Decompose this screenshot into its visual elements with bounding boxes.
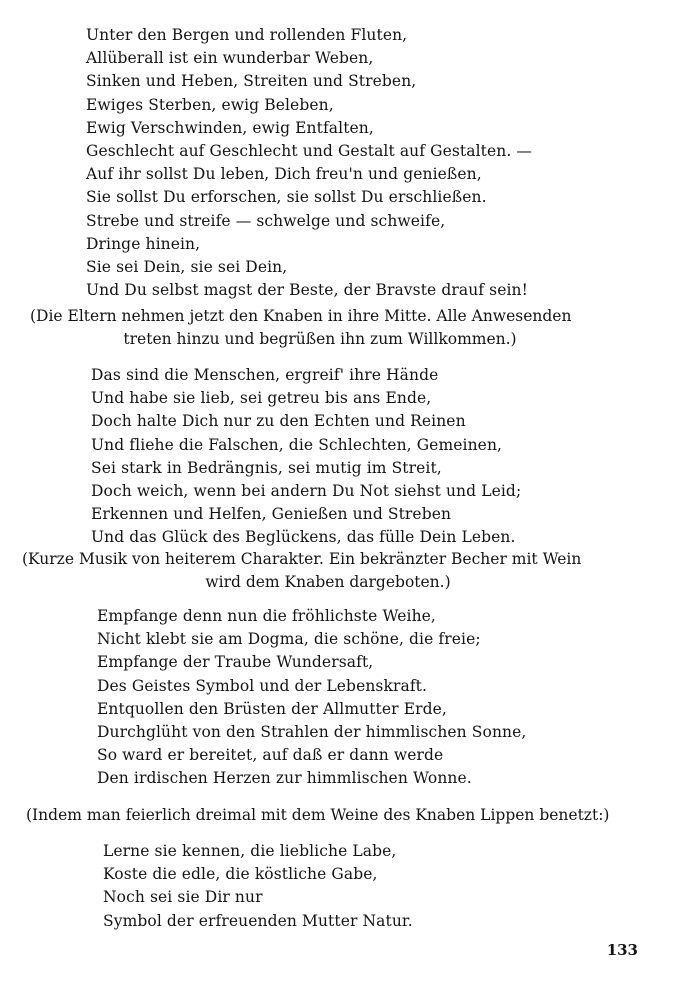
verse-line: Und das Glück des Beglückens, das fülle Dein Leben. xyxy=(91,528,516,547)
verse-line: Des Geistes Symbol und der Lebenskraft. xyxy=(97,676,428,695)
verse-line: Das sind die Menschen, ergreif' ihre Hände xyxy=(91,366,439,384)
verse-line: Doch halte Dich nur zu den Echten und Reinen xyxy=(91,412,466,431)
verse-line: Sie sollst Du erforschen, sie sollst Du erschließen. xyxy=(86,188,487,207)
verse-line: Ewiges Sterben, ewig Beleben, xyxy=(86,95,334,114)
verse-line: Strebe und streife — schwelge und schweife, xyxy=(86,211,446,230)
verse-line: Geschlecht auf Geschlecht und Gestalt auf Gestalten. — xyxy=(86,142,532,161)
verse-line: Und habe sie lieb, sei getreu bis ans Ende, xyxy=(91,389,432,408)
verse-line: Den irdischen Herzen zur himmlischen Wonne. xyxy=(97,769,472,788)
verse-line: Auf ihr sollst Du leben, Dich freu'n und genießen, xyxy=(86,165,482,184)
verse-line: Dringe hinein, xyxy=(86,234,201,253)
stage-direction-line: treten hinzu und begrüßen ihn zum Willkommen.) xyxy=(123,330,517,348)
verse-line: Sei stark in Bedrängnis, sei mutig im Streit, xyxy=(91,458,442,477)
page-number: 133 xyxy=(606,941,638,959)
stage-direction xyxy=(30,305,610,351)
verse-line: Empfange denn nun die fröhlichste Weihe, xyxy=(97,607,436,625)
stage-direction-line: (Kurze Musik von heiterem Charakter. Ein bekränzter Becher mit Wein xyxy=(22,550,582,568)
verse-line: Und fliehe die Falschen, die Schlechten, Gemeinen, xyxy=(91,435,503,454)
verse-line: Lerne sie kennen, die liebliche Labe, xyxy=(103,842,397,860)
verse-line: Entquollen den Brüsten der Allmutter Erde, xyxy=(97,699,447,718)
verse-line: Ewig Verschwinden, ewig Entfalten, xyxy=(86,118,374,137)
stage-direction-line: (Die Eltern nehmen jetzt den Knaben in ihre Mitte. Alle Anwesenden xyxy=(30,307,572,325)
stage-direction-line: (Indem man feierlich dreimal mit dem Weine des Knaben Lippen benetzt:) xyxy=(26,806,610,824)
verse-line: Koste die edle, die köstliche Gabe, xyxy=(103,865,378,884)
stage-direction-line: wird dem Knaben dargeboten.) xyxy=(205,573,451,591)
verse-stanza xyxy=(91,364,521,550)
verse-line: Empfange der Traube Wundersaft, xyxy=(97,653,374,672)
verse-line: Und Du selbst magst der Beste, der Bravste drauf sein! xyxy=(86,281,528,300)
verse-line: Unter den Bergen und rollenden Fluten, xyxy=(86,26,408,44)
verse-line: Sinken und Heben, Streiten und Streben, xyxy=(86,72,417,91)
verse-stanza xyxy=(97,605,526,791)
verse-line: Durchglüht von den Strahlen der himmlischen Sonne, xyxy=(97,723,527,742)
stage-direction xyxy=(22,548,634,594)
verse-stanza xyxy=(86,24,532,302)
verse-line: Symbol der erfreuenden Mutter Natur. xyxy=(103,911,413,930)
verse-line: Sie sei Dein, sie sei Dein, xyxy=(86,258,288,277)
verse-line: Noch sei sie Dir nur xyxy=(103,888,263,907)
verse-line: So ward er bereitet, auf daß er dann werde xyxy=(97,746,444,765)
verse-line: Nicht klebt sie am Dogma, die schöne, die freie; xyxy=(97,630,481,649)
verse-line: Erkennen und Helfen, Genießen und Streben xyxy=(91,505,452,524)
verse-stanza xyxy=(103,840,413,933)
verse-line: Doch weich, wenn bei andern Du Not siehst und Leid; xyxy=(91,482,522,501)
stage-direction xyxy=(26,804,609,827)
verse-line: Allüberall ist ein wunderbar Weben, xyxy=(86,49,374,68)
